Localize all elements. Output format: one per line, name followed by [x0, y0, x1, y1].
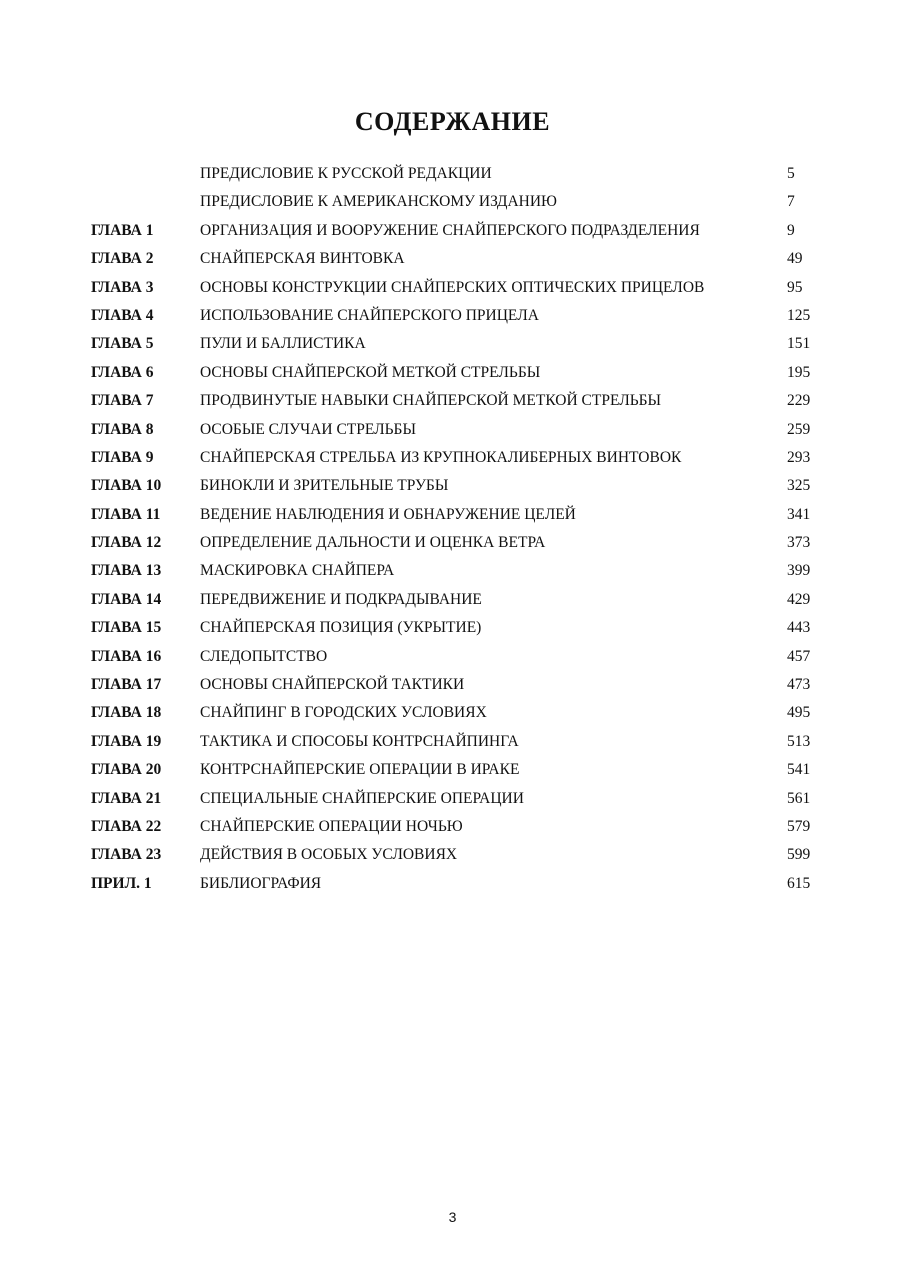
toc-chapter-label: ГЛАВА 2 — [91, 250, 154, 268]
toc-page-number: 495 — [787, 704, 811, 722]
toc-entry-title: ОСНОВЫ КОНСТРУКЦИИ СНАЙПЕРСКИХ ОПТИЧЕСКИХ ПРИЦЕЛОВ — [200, 278, 705, 296]
toc-page-number: 561 — [787, 789, 811, 807]
toc-entry — [0, 302, 905, 330]
table-of-contents — [0, 160, 905, 898]
toc-entry — [0, 643, 905, 671]
toc-chapter-label: ГЛАВА 3 — [91, 278, 154, 296]
toc-entry-title: СПЕЦИАЛЬНЫЕ СНАЙПЕРСКИЕ ОПЕРАЦИИ — [200, 789, 524, 807]
toc-entry — [0, 557, 905, 585]
toc-chapter-label: ГЛАВА 13 — [91, 562, 162, 580]
toc-page-number: 325 — [787, 477, 811, 495]
toc-entry — [0, 501, 905, 529]
toc-chapter-label: ПРИЛ. 1 — [91, 874, 152, 892]
toc-entry-title: ОРГАНИЗАЦИЯ И ВООРУЖЕНИЕ СНАЙПЕРСКОГО ПОДРАЗДЕЛЕНИЯ — [200, 221, 700, 239]
toc-chapter-label: ГЛАВА 6 — [91, 363, 154, 381]
toc-entry — [0, 841, 905, 869]
toc-entry — [0, 160, 905, 188]
toc-page-number: 399 — [787, 562, 811, 580]
toc-entry — [0, 870, 905, 898]
toc-entry-title: БИНОКЛИ И ЗРИТЕЛЬНЫЕ ТРУБЫ — [200, 477, 449, 495]
toc-chapter-label: ГЛАВА 23 — [91, 846, 162, 864]
toc-page-number: 5 — [787, 165, 795, 182]
toc-chapter-label: ГЛАВА 5 — [91, 335, 154, 353]
toc-chapter-label: ГЛАВА 15 — [91, 619, 162, 637]
toc-page-number: 443 — [787, 619, 811, 637]
toc-entry — [0, 671, 905, 699]
toc-entry-title: ОСОБЫЕ СЛУЧАИ СТРЕЛЬБЫ — [200, 420, 416, 438]
toc-page-number: 579 — [787, 817, 811, 835]
toc-chapter-label: ГЛАВА 12 — [91, 534, 162, 552]
toc-entry — [0, 387, 905, 415]
toc-entry-title: БИБЛИОГРАФИЯ — [200, 874, 322, 892]
toc-chapter-label: ГЛАВА 11 — [91, 505, 161, 523]
toc-chapter-label: ГЛАВА 16 — [91, 647, 162, 665]
toc-entry — [0, 529, 905, 557]
toc-entry-title: ДЕЙСТВИЯ В ОСОБЫХ УСЛОВИЯХ — [200, 846, 458, 864]
toc-entry-title: СНАЙПИНГ В ГОРОДСКИХ УСЛОВИЯХ — [200, 704, 487, 722]
toc-page-number: 293 — [787, 448, 811, 466]
toc-entry-title: СНАЙПЕРСКАЯ ПОЗИЦИЯ (УКРЫТИЕ) — [200, 619, 482, 637]
toc-entry-title: СНАЙПЕРСКАЯ ВИНТОВКА — [200, 250, 405, 268]
toc-entry-title: ОСНОВЫ СНАЙПЕРСКОЙ МЕТКОЙ СТРЕЛЬБЫ — [200, 363, 541, 381]
toc-page-number: 341 — [787, 505, 811, 523]
toc-page-number: 541 — [787, 761, 811, 779]
toc-entry-title: ПУЛИ И БАЛЛИСТИКА — [200, 335, 366, 353]
toc-entry-title: ТАКТИКА И СПОСОБЫ КОНТРСНАЙПИНГА — [200, 732, 519, 750]
toc-entry — [0, 756, 905, 784]
toc-page-number: 49 — [787, 250, 803, 268]
toc-page-number: 9 — [787, 221, 795, 239]
toc-chapter-label: ГЛАВА 19 — [91, 732, 162, 750]
toc-chapter-label: ГЛАВА 20 — [91, 761, 162, 779]
toc-entry — [0, 245, 905, 273]
toc-chapter-label: ГЛАВА 9 — [91, 448, 154, 466]
toc-page-number: 457 — [787, 647, 811, 665]
toc-entry-title: ПЕРЕДВИЖЕНИЕ И ПОДКРАДЫВАНИЕ — [200, 590, 482, 608]
toc-entry-title: ОПРЕДЕЛЕНИЕ ДАЛЬНОСТИ И ОЦЕНКА ВЕТРА — [200, 534, 546, 552]
toc-chapter-label: ГЛАВА 22 — [91, 817, 162, 835]
toc-entry-title: СЛЕДОПЫТСТВО — [200, 647, 328, 665]
toc-entry — [0, 188, 905, 216]
toc-entry-title: ПРЕДИСЛОВИЕ К РУССКОЙ РЕДАКЦИИ — [200, 165, 492, 182]
toc-entry — [0, 444, 905, 472]
toc-entry-title: КОНТРСНАЙПЕРСКИЕ ОПЕРАЦИИ В ИРАКЕ — [200, 761, 520, 779]
toc-entry-title: ВЕДЕНИЕ НАБЛЮДЕНИЯ И ОБНАРУЖЕНИЕ ЦЕЛЕЙ — [200, 505, 576, 523]
toc-page-number: 429 — [787, 590, 811, 608]
toc-entry — [0, 614, 905, 642]
toc-chapter-label: ГЛАВА 21 — [91, 789, 162, 807]
toc-entry — [0, 472, 905, 500]
toc-entry — [0, 217, 905, 245]
toc-page-number: 195 — [787, 363, 811, 381]
toc-entry-title: СНАЙПЕРСКИЕ ОПЕРАЦИИ НОЧЬЮ — [200, 817, 463, 835]
toc-page-number: 473 — [787, 676, 811, 694]
toc-chapter-label: ГЛАВА 10 — [91, 477, 162, 495]
page-title: СОДЕРЖАНИЕ — [354, 107, 551, 136]
toc-page-number: 125 — [787, 306, 811, 324]
toc-entry — [0, 728, 905, 756]
toc-page-number: 151 — [787, 335, 811, 353]
toc-entry — [0, 586, 905, 614]
toc-entry-title: ПРЕДИСЛОВИЕ К АМЕРИКАНСКОМУ ИЗДАНИЮ — [200, 193, 557, 211]
toc-entry-title: МАСКИРОВКА СНАЙПЕРА — [200, 562, 395, 580]
toc-chapter-label: ГЛАВА 7 — [91, 392, 154, 410]
toc-chapter-label: ГЛАВА 4 — [91, 306, 154, 324]
toc-chapter-label: ГЛАВА 17 — [91, 676, 162, 694]
toc-page-number: 229 — [787, 392, 811, 410]
toc-entry — [0, 274, 905, 302]
toc-entry-title: ОСНОВЫ СНАЙПЕРСКОЙ ТАКТИКИ — [200, 676, 465, 694]
toc-chapter-label: ГЛАВА 18 — [91, 704, 162, 722]
toc-chapter-label: ГЛАВА 8 — [91, 420, 154, 438]
toc-entry — [0, 330, 905, 358]
toc-entry — [0, 699, 905, 727]
toc-entry-title: СНАЙПЕРСКАЯ СТРЕЛЬБА ИЗ КРУПНОКАЛИБЕРНЫХ ВИНТОВОК — [200, 448, 682, 466]
toc-page-number: 95 — [787, 278, 803, 296]
toc-chapter-label: ГЛАВА 1 — [91, 221, 154, 239]
toc-entry — [0, 813, 905, 841]
toc-entry — [0, 785, 905, 813]
toc-page-number: 513 — [787, 732, 811, 750]
toc-entry-title: ПРОДВИНУТЫЕ НАВЫКИ СНАЙПЕРСКОЙ МЕТКОЙ СТРЕЛЬБЫ — [200, 392, 662, 410]
page-number: 3 — [448, 1209, 457, 1225]
toc-page-number: 7 — [787, 193, 795, 211]
toc-page-number: 599 — [787, 846, 811, 864]
toc-entry — [0, 416, 905, 444]
toc-page-number: 259 — [787, 420, 811, 438]
toc-page-number: 615 — [787, 874, 811, 892]
toc-chapter-label: ГЛАВА 14 — [91, 590, 162, 608]
toc-entry — [0, 359, 905, 387]
toc-entry-title: ИСПОЛЬЗОВАНИЕ СНАЙПЕРСКОГО ПРИЦЕЛА — [200, 306, 539, 324]
toc-page-number: 373 — [787, 534, 811, 552]
